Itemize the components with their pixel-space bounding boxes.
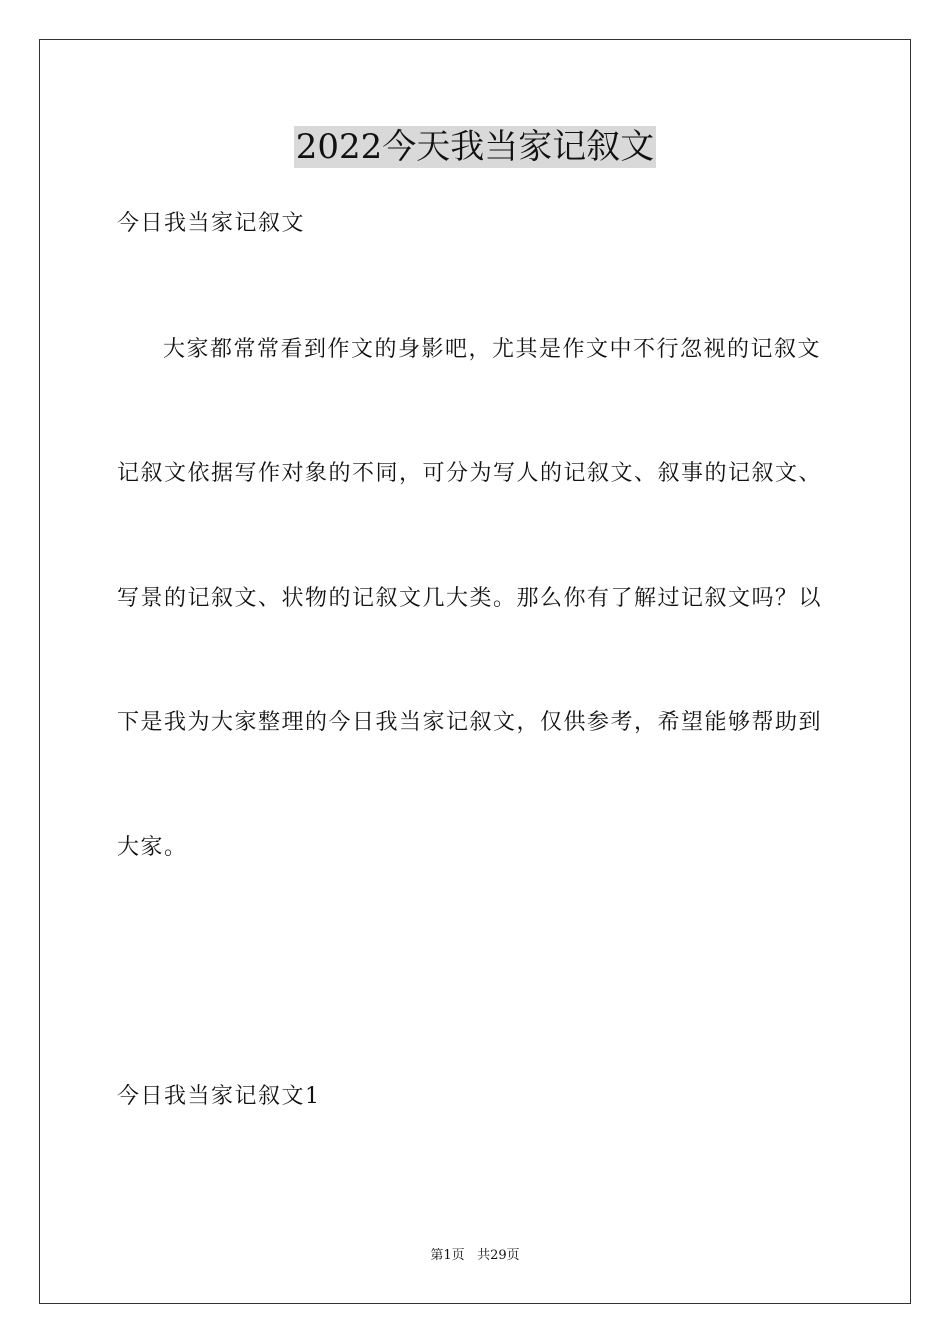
paragraph-line-2: 记叙文依据写作对象的不同，可分为写人的记叙文、叙事的记叙文、 (117, 461, 823, 486)
title-container (0, 126, 950, 168)
paragraph-line-5: 大家。 (117, 835, 188, 860)
page-number: 第1页 (430, 1248, 465, 1263)
page-footer (0, 1247, 950, 1265)
section-heading: 今日我当家记叙文1 (117, 1084, 321, 1109)
paragraph-line-4: 下是我为大家整理的今日我当家记叙文，仅供参考，希望能够帮助到 (117, 710, 823, 735)
document-subtitle: 今日我当家记叙文 (117, 211, 306, 236)
paragraph-line-3: 写景的记叙文、状物的记叙文几大类。那么你有了解过记叙文吗？以 (117, 586, 823, 611)
page-total: 共29页 (477, 1248, 520, 1263)
document-title: 2022今天我当家记叙文 (295, 127, 655, 167)
paragraph-line-1: 大家都常常看到作文的身影吧，尤其是作文中不行忽视的记叙文 (163, 337, 822, 362)
